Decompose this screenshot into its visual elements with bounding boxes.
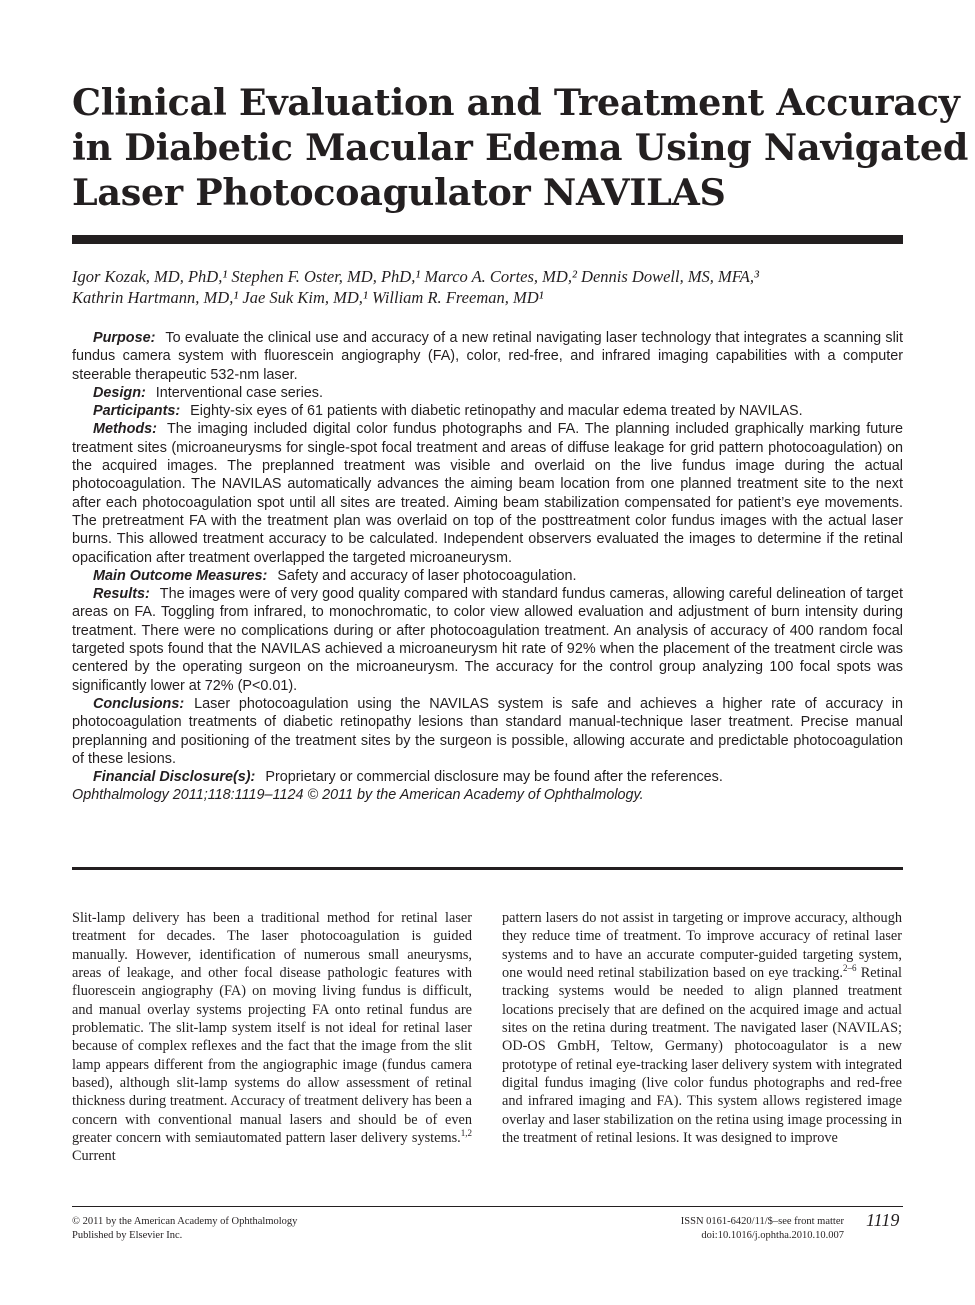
section-label: Methods: — [93, 421, 157, 438]
section-text: Safety and accuracy of laser photocoagulation. — [277, 567, 577, 584]
section-text: Proprietary or commercial disclosure may be found after the references. — [265, 769, 723, 786]
abstract — [72, 329, 903, 805]
section-text: Eighty-six eyes of 61 patients with diabetic retinopathy and macular edema treated by NAVILAS. — [190, 403, 803, 420]
section-label: Design: — [93, 384, 146, 401]
copyright-text: © 2011 by the American Academy of Ophthalmology — [72, 1216, 298, 1227]
page-number: 1119 — [866, 1210, 900, 1230]
issn-text: ISSN 0161-6420/11/$–see front matter — [680, 1216, 844, 1227]
footer-divider — [72, 1206, 903, 1207]
abstract-purpose — [72, 329, 903, 384]
title-line: Laser Photocoagulator NAVILAS — [72, 171, 726, 214]
section-text: The imaging included digital color fundus photographs and FA. The planning included graphically marking future treatment sites (microaneurysms for single-spot focal treatment and areas of diffuse leakage for grid pattern photocoagulation) on the acquired images. The preplanned treatment was visible and overlaid on the live fundus image during the actual photocoagulation. The NAVILAS automatically advances the aiming beam location from one planned treatment site to the next after each photocoagulation spot until all sites are treated. Aiming beam stabilization compensated for patient’s eye movements. The pretreatment FA with the treatment plan was overlaid on top of the posttreatment color fundus images with the actual laser burns. This allowed treatment accuracy to be calculated. Independent observers evaluated the images to determine if the retinal opacification after treatment overlapped the targeted microaneurysm. — [72, 421, 903, 566]
footer-left — [72, 1215, 422, 1243]
section-label: Conclusions: — [93, 695, 185, 712]
section-text: Interventional case series. — [155, 384, 323, 401]
article-title — [72, 80, 969, 215]
section-label: Financial Disclosure(s): — [93, 769, 256, 786]
body-text: pattern lasers do not assist in targeting or improve accuracy, although they reduce time of treatment. To improve accuracy of retinal laser systems and to have an accurate computer-guided targeting system, one would need retinal stabilization based on eye tracking. — [502, 910, 902, 982]
section-text: To evaluate the clinical use and accuracy of a new retinal navigating laser technology that integrates a scanning slit fundus camera system with fluorescein angiography (FA), color, red-free, and infrared imaging capabilities with a computer steerable therapeutic 532-nm laser. — [72, 330, 903, 383]
section-label: Participants: — [93, 403, 181, 420]
section-text: The images were of very good quality compared with standard fundus cameras, allowing careful delineation of target areas on FA. Toggling from infrared, to monochromatic, to color view allowed evaluation and adjustment of burn intensity during treatment. There were no complications during or after photocoagulation treatment. An analysis of accuracy of 400 random focal targeted spots found that the NAVILAS achieved a microaneurysm hit rate of 92% when the placement of the treatment circle was centered by the operating surgeon on the microaneurysm. The accuracy for the control group analyzing 100 focal spots was significantly lower at 72% (P<0.01). — [72, 586, 903, 694]
abstract-divider — [72, 867, 903, 870]
reference-superscript: 1,2 — [460, 1128, 472, 1139]
reference-superscript: 2–6 — [842, 963, 857, 974]
body-column-right — [502, 909, 902, 1147]
title-line: in Diabetic Macular Edema Using Navigated — [72, 126, 969, 169]
abstract-methods — [72, 420, 903, 566]
author-list — [72, 266, 903, 308]
abstract-citation — [72, 786, 903, 804]
abstract-conclusions — [72, 695, 903, 768]
section-label: Results: — [93, 586, 150, 603]
author-line: Igor Kozak, MD, PhD,¹ Stephen F. Oster, MD, PhD,¹ Marco A. Cortes, MD,² Dennis Dowell, MS, MFA,³ — [72, 267, 759, 286]
abstract-results — [72, 585, 903, 695]
section-label: Main Outcome Measures: — [93, 567, 268, 584]
abstract-disclosure — [72, 768, 903, 786]
abstract-participants — [72, 402, 903, 420]
abstract-outcome — [72, 567, 903, 585]
body-text: Current — [72, 1148, 116, 1165]
section-text: Laser photocoagulation using the NAVILAS system is safe and achieves a higher rate of accuracy in photocoagulation treatments of diabetic retinopathy lesions than standard manual-technique laser treatment. Precise manual preplanning and positioning of the treatment sites by the surgeon is possible, allowing accurate and predictable photocoagulation of these lesions. — [72, 695, 903, 767]
author-line: Kathrin Hartmann, MD,¹ Jae Suk Kim, MD,¹ William R. Freeman, MD¹ — [72, 288, 544, 307]
body-column-left — [72, 909, 472, 1166]
doi-link[interactable]: doi:10.1016/j.ophtha.2010.10.007 — [701, 1230, 844, 1241]
citation-text: Ophthalmology 2011;118:1119–1124 © 2011 by the American Academy of Ophthalmology. — [72, 787, 644, 804]
title-line: Clinical Evaluation and Treatment Accuracy — [72, 81, 960, 124]
publisher-text: Published by Elsevier Inc. — [72, 1230, 183, 1241]
title-divider — [72, 235, 903, 244]
body-text: Retinal tracking systems would be needed to align planned treatment locations precisely that are defined on the acquired image and actual sites on the retina during treatment. The navigated laser (NAVILAS; OD-OS GmbH, Teltow, Germany) photocoagulator is a new prototype of retinal eye-tracking laser delivery system with integrated digital fundus imaging (live color fundus photographs and red-free and infrared imaging and FA). This system allows registered image overlay and laser stabilization on the retina using image processing in the treatment of retinal lesions. It was designed to improve — [502, 965, 903, 1147]
section-label: Purpose: — [93, 330, 156, 346]
footer-right — [681, 1215, 844, 1243]
body-text: Slit-lamp delivery has been a traditional method for retinal laser treatment for decades. The laser photocoagulation is guided manually. However, identification of numerous small aneurysms, areas of leakage, and other focal disease pathologic features with fluorescein angiography (FA) on moving living fundus is difficult, and manual overlay systems projecting FA onto retinal fundus are problematic. The slit-lamp system itself is not ideal for retinal laser because of complex reflexes and the fact that the image from the slit lamp appears different from the angiographic image (fundus camera based), although slit-lamp systems do allow assessment of retinal thickness during treatment. Accuracy of treatment delivery has been a concern with conventional manual lasers and should be of even greater concern with semiautomated pattern laser delivery systems. — [72, 910, 472, 1147]
abstract-design — [72, 384, 903, 402]
